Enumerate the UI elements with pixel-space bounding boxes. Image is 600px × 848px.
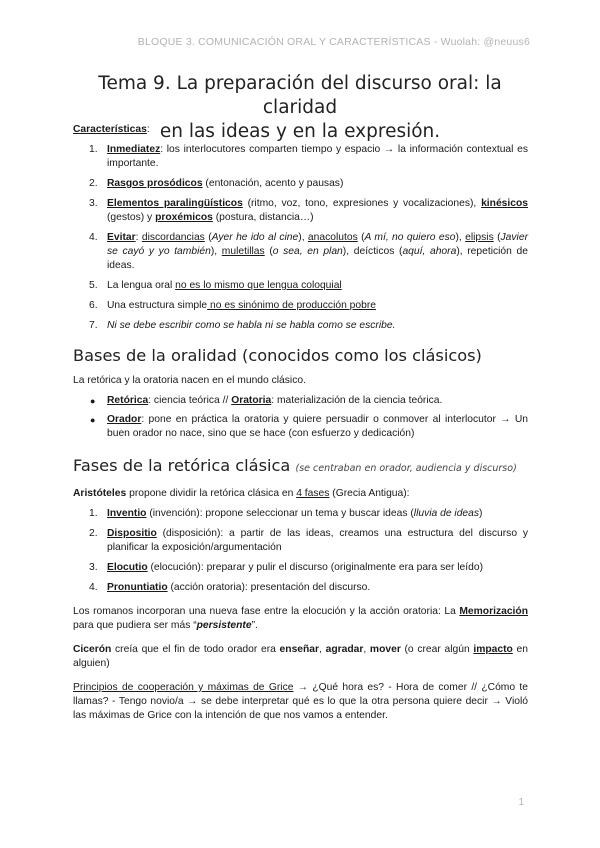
- running-header: BLOQUE 3. COMUNICACIÓN ORAL Y CARACTERÍSTICAS - Wuolah: @neuus6: [137, 36, 530, 48]
- fases-list: [73, 507, 528, 595]
- caracteristicas-label: Características:: [73, 124, 150, 135]
- fases-intro: Aristóteles propone dividir la retórica clásica en 4 fases (Grecia Antigua):: [73, 488, 410, 499]
- list-item: ● Orador: pone en práctica la oratoria y quiere persuadir o conmover al interlocutor → Un buen orador no nace, sino que se hace (con esfuerzo y dedicación): [90, 414, 528, 439]
- list-item: 3. Elocutio (elocución): preparar y pulir el discurso (originalmente era para ser leído): [89, 562, 483, 573]
- caracteristicas-list: [73, 143, 528, 333]
- list-item: ● Retórica: ciencia teórica // Oratoria: materialización de la ciencia teórica.: [90, 395, 443, 406]
- ciceron-paragraph: Cicerón creía que el fin de todo orador era enseñar, agradar, mover (o crear algún impacto en alguien): [73, 644, 528, 669]
- list-item: 3. Elementos paralingüísticos (ritmo, voz, tono, expresiones y vocalizaciones), kinésicos (gestos) y proxémicos (postura, distancia…): [89, 198, 528, 223]
- grice-paragraph: Principios de cooperación y máximas de Grice → ¿Qué hora es? - Hora de comer // ¿Cómo te llamas? - Tengo novio/a → se debe interpretar qué es lo que la otra persona quiere decir → Violó las máximas de Grice con la intención de que nos vamos a entender.: [73, 682, 528, 721]
- section-heading-bases: Bases de la oralidad (conocidos como los clásicos): [73, 346, 482, 365]
- romanos-paragraph: Los romanos incorporan una nueva fase entre la elocución y la acción oratoria: La Memorización para que pudiera ser más “persistente”.: [73, 606, 528, 631]
- list-item: 5. La lengua oral no es lo mismo que lengua coloquial: [89, 280, 342, 291]
- section-heading-fases: Fases de la retórica clásica (se centraban en orador, audiencia y discurso): [73, 456, 517, 475]
- list-item: 4. Pronuntiatio (acción oratoria): presentación del discurso.: [89, 582, 371, 593]
- list-item: 6. Una estructura simple no es sinónimo de producción pobre: [89, 300, 377, 311]
- list-item: 1. Inmediatez: los interlocutores comparten tiempo y espacio → la información contextual es importante.: [89, 144, 528, 169]
- bases-intro: La retórica y la oratoria nacen en el mundo clásico.: [73, 375, 306, 386]
- title-line-2: en las ideas y en la expresión.: [159, 121, 441, 142]
- list-item: 7. Ni se debe escribir como se habla ni se habla como se escribe.: [89, 320, 396, 331]
- title-line-1: Tema 9. La preparación del discurso oral: la claridad: [98, 73, 502, 118]
- list-item: 4. Evitar: discordancias (Ayer he ido al cine), anacolutos (A mí, no quiero eso), elipsis (Javier se cayó y yo también), muletillas (o sea, en plan), deícticos (aquí, ahora), repetición de ideas.: [89, 232, 528, 271]
- list-item: 1. Inventio (invención): propone seleccionar un tema y buscar ideas (lluvia de ideas): [89, 508, 483, 519]
- page-number: 1: [518, 797, 524, 808]
- list-item: 2. Dispositio (disposición): a partir de las ideas, creamos una estructura del discurso y planificar la exposición/argumentación: [89, 528, 528, 553]
- list-item: 2. Rasgos prosódicos (entonación, acento y pausas): [89, 178, 344, 189]
- content: [73, 123, 528, 723]
- bases-list: [73, 394, 528, 441]
